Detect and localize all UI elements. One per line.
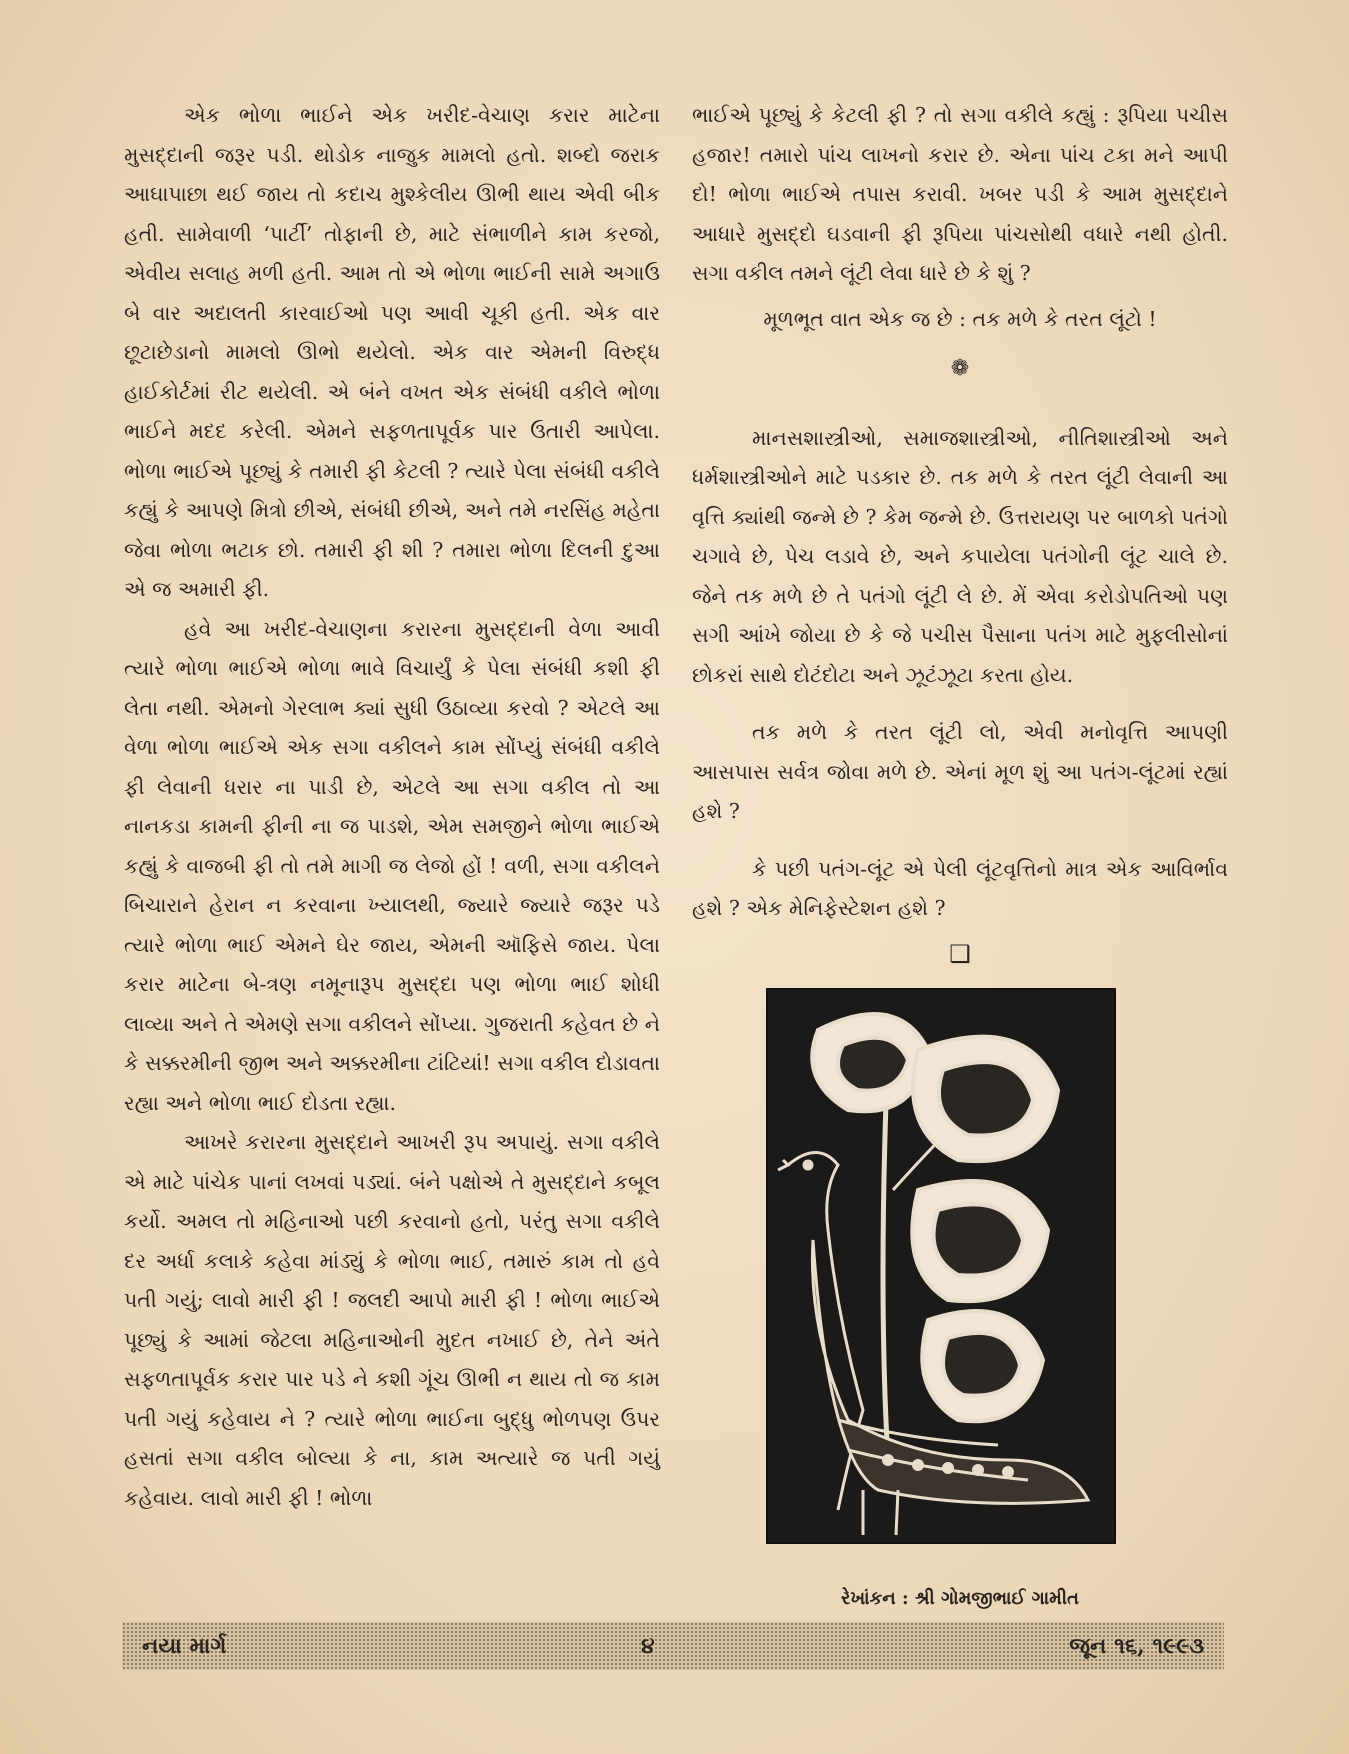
spacer	[692, 695, 1228, 713]
magazine-name: નયા માર્ગ	[142, 1633, 227, 1659]
issue-date: જૂન ૧૬, ૧૯૯૩	[1069, 1633, 1204, 1659]
peacock-illustration	[766, 988, 1116, 1544]
paragraph: માનસશાસ્ત્રીઓ, સમાજશાસ્ત્રીઓ, નીતિશાસ્ત્રીઓ અને ધર્મશાસ્ત્રીઓને માટે પડકાર છે. તક મળે કે તરત લૂંટી લેવાની આ વૃત્તિ ક્યાંથી જન્મે છે ? કેમ જન્મે છે. ઉત્તરાયણ પર બાળકો પતંગો ચગાવે છે, પેચ લડાવે છે, અને કપાયેલા પતંગોની લૂંટ ચાલે છે. જેને તક મળે છે તે પતંગો લૂંટી લે છે. મેં એવા કરોડોપતિઓ પણ સગી આંખે જોયા છે કે જે પચીસ પૈસાના પતંગ માટે મુફલીસોનાં છોકરાં સાથે દોટંદોટા અને ઝૂટંઝૂટા કરતા હોય.	[692, 425, 1228, 687]
section-ornament-icon: ❁	[950, 356, 970, 381]
spacer	[692, 832, 1228, 850]
page-footer	[122, 1622, 1224, 1670]
paragraph: આખરે કરારના મુસદ્દાને આખરી રૂપ અપાયું. સગા વકીલે એ માટે પાંચેક પાનાં લખવાં પડ્યાં. બંને પક્ષોએ તે મુસદ્દાને કબૂલ કર્યો. અમલ તો મહિનાઓ પછી કરવાનો હતો, પરંતુ સગા વકીલે દર અર્ધા કલાકે કહેવા માંડ્યું કે ભોળા ભાઈ, તમારું કામ તો હવે પતી ગયું; લાવો મારી ફી ! જલદી આપો મારી ફી ! ભોળા ભાઈએ પૂછ્યું કે આમાં જેટલા મહિનાઓની મુદત નખાઈ છે, તેને અંતે સફળતાપૂર્વક કરાર પાર પડે ને કશી ગૂંચ ઊભી ન થાય તો જ કામ પતી ગયું કહેવાય ને ? ત્યારે ભોળા ભાઈના બુદ્ધુ ભોળપણ ઉપર હસતાં સગા વકીલ બોલ્યા કે ના, કામ અત્યારે જ પતી ગયું કહેવાય. લાવો મારી ફી ! ભોળા	[124, 1130, 660, 1510]
paragraph: કે પછી પતંગ-લૂંટ એ પેલી લૂંટવૃત્તિનો માત્ર એક આવિર્ભાવ હશે ? એક મેનિફેસ્ટેશન હશે ?	[692, 856, 1228, 920]
right-column	[692, 96, 1228, 974]
illustration-caption: રેખાંકન : શ્રી ગોમજીભાઈ ગામીત	[841, 1588, 1079, 1609]
paragraph: હવે આ ખરીદ-વેચાણના કરારના મુસદ્દાની વેળા આવી ત્યારે ભોળા ભાઈએ ભોળા ભાવે વિચાર્યું કે પેલા સંબંધી કશી ફી લેતા નથી. એમનો ગેરલાભ ક્યાં સુધી ઉઠાવ્યા કરવો ? એટલે આ વેળા ભોળા ભાઈએ એક સગા વકીલને કામ સોંપ્યું સંબંધી વકીલે ફી લેવાની ધરાર ના પાડી છે, એટલે આ સગા વકીલ તો આ નાનકડા કામની ફીની ના જ પાડશે, એમ સમજીને ભોળા ભાઈએ કહ્યું કે વાજબી ફી તો તમે માગી જ લેજો હોં ! વળી, સગા વકીલને બિચારાને હેરાન ન કરવાના ખ્યાલથી, જ્યારે જ્યારે જરૂર પડે ત્યારે ભોળા ભાઈ એમને ઘેર જાય, એમની ઑફિસે જાય. પેલા કરાર માટેના બે-ત્રણ નમૂનારૂપ મુસદ્દા પણ ભોળા ભાઈ શોધી લાવ્યા અને તે એમણે સગા વકીલને સોંપ્યા. ગુજરાતી કહેવત છે ને કે સક્કરમીની જીભ અને અક્કરમીના ટાંટિયાં! સગા વકીલ દોડાવતા રહ્યા અને ભોળા ભાઈ દોડતા રહ્યા.	[124, 616, 660, 1115]
paragraph: એક ભોળા ભાઈને એક ખરીદ-વેચાણ કરાર માટેના મુસદ્દાની જરૂર પડી. થોડોક નાજુક મામલો હતો. શબ્દો જરાક આઘાપાછા થઈ જાય તો કદાચ મુશ્કેલીય ઊભી થાય એવી બીક હતી. સામેવાળી ‘પાર્ટી’ તોફાની છે, માટે સંભાળીને કામ કરજો, એવીય સલાહ મળી હતી. આમ તો એ ભોળા ભાઈની સામે અગાઉ બે વાર અદાલતી કારવાઈઓ પણ આવી ચૂકી હતી. એક વાર છૂટાછેડાનો મામલો ઊભો થયેલો. એક વાર એમની વિરુદ્ધ હાઈકોર્ટમાં રીટ થયેલી. એ બંને વખત એક સંબંધી વકીલે ભોળા ભાઈને મદદ કરેલી. એમને સફળતાપૂર્વક પાર ઉતારી આપેલા. ભોળા ભાઈએ પૂછ્યું કે તમારી ફી કેટલી ? ત્યારે પેલા સંબંધી વકીલે કહ્યું કે આપણે મિત્રો છીએ, સંબંધી છીએ, અને તમે નરસિંહ મહેતા જેવા ભોળા ભટાક છો. તમારી ફી શી ? તમારા ભોળા દિલની દુઆ એ જ અમારી ફી.	[124, 103, 660, 601]
key-statement: મૂળભૂત વાત એક જ છે : તક મળે કે તરત લૂંટો !	[763, 306, 1157, 331]
peacock-drawing-icon	[768, 990, 1114, 1542]
page-number: ૪	[641, 1633, 655, 1659]
left-column	[124, 96, 660, 1518]
paragraph: તક મળે કે તરત લૂંટી લો, એવી મનોવૃત્તિ આપણી આસપાસ સર્વત્ર જોવા મળે છે. એનાં મૂળ શું આ પતંગ-લૂંટમાં રહ્યાં હશે ?	[692, 720, 1228, 823]
paragraph-continued: ભાઈએ પૂછ્યું કે કેટલી ફી ? તો સગા વકીલે કહ્યું : રૂપિયા પચીસ હજાર! તમારો પાંચ લાખનો કરાર છે. એના પાંચ ટકા મને આપી દો! ભોળા ભાઈએ તપાસ કરાવી. ખબર પડી કે આમ મુસદ્દાને આધારે મુસદ્દો ઘડવાની ફી રૂપિયા પાંચસોથી વધારે નથી હોતી. સગા વકીલ તમને લૂંટી લેવા ધારે છે કે શું ?	[692, 103, 1228, 285]
end-mark-icon: ❑	[949, 939, 971, 968]
